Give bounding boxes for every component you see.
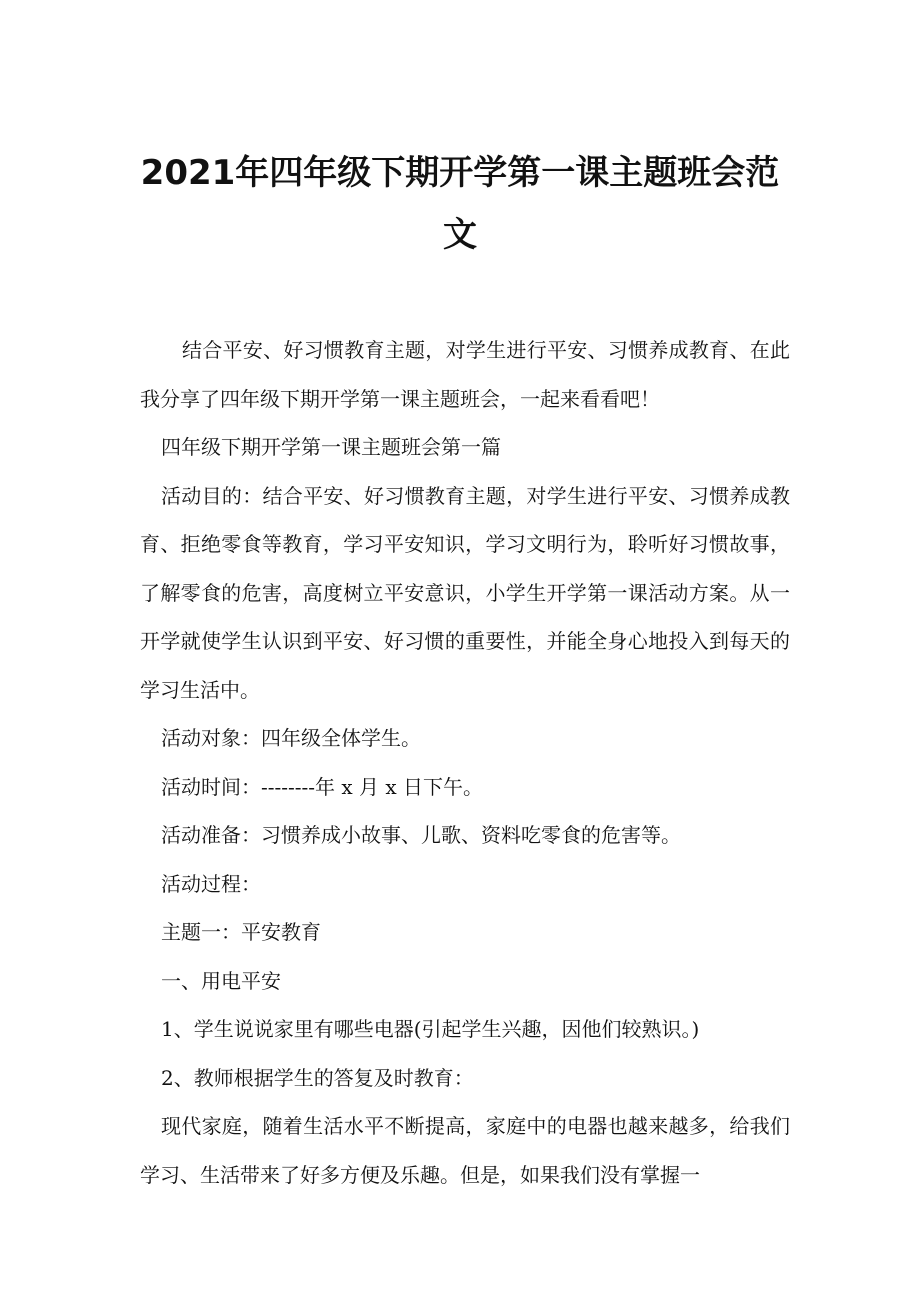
electricity-safety-heading: 一、用电平安 [161, 968, 281, 993]
activity-preparation-line: 活动准备：习惯养成小故事、儿歌、资料吃零食的危害等。 [161, 823, 681, 847]
list-item-2: 2、教师根据学生的答复及时教育： [161, 1065, 474, 1090]
intro-paragraph: 结合平安、好习惯教育主题，对学生进行平安、习惯养成教育、在此我分享了四年级下期开学第一课主题班会，一起来看看吧！ [140, 338, 790, 411]
document-body [140, 326, 790, 1199]
list-item-1: 1、学生说说家里有哪些电器(引起学生兴趣，因他们较熟识。) [161, 1017, 700, 1041]
section-heading: 四年级下期开学第一课主题班会第一篇 [161, 435, 501, 459]
modern-family-paragraph: 现代家庭，随着生活水平不断提高，家庭中的电器也越来越多，给我们学习、生活带来了好多方便及乐趣。但是，如果我们没有掌握一 [140, 1114, 790, 1187]
document-title [120, 142, 800, 266]
activity-target-line: 活动对象：四年级全体学生。 [161, 726, 421, 750]
title-line-2: 文 [443, 215, 477, 255]
activity-time-line: 活动时间：--------年 x 月 x 日下午。 [161, 774, 484, 799]
title-line-1: 2021年四年级下期开学第一课主题班会范 [140, 153, 780, 193]
activity-process-heading: 活动过程： [161, 871, 261, 896]
activity-purpose-paragraph: 活动目的：结合平安、好习惯教育主题，对学生进行平安、习惯养成教育、拒绝零食等教育，学习平安知识，学习文明行为，聆听好习惯故事，了解零食的危害，高度树立平安意识，小学生开学第一课活动方案。从一开学就使学生认识到平安、好习惯的重要性，并能全身心地投入到每天的学习生活中。 [140, 483, 790, 702]
theme-one-heading: 主题一：平安教育 [161, 920, 321, 944]
